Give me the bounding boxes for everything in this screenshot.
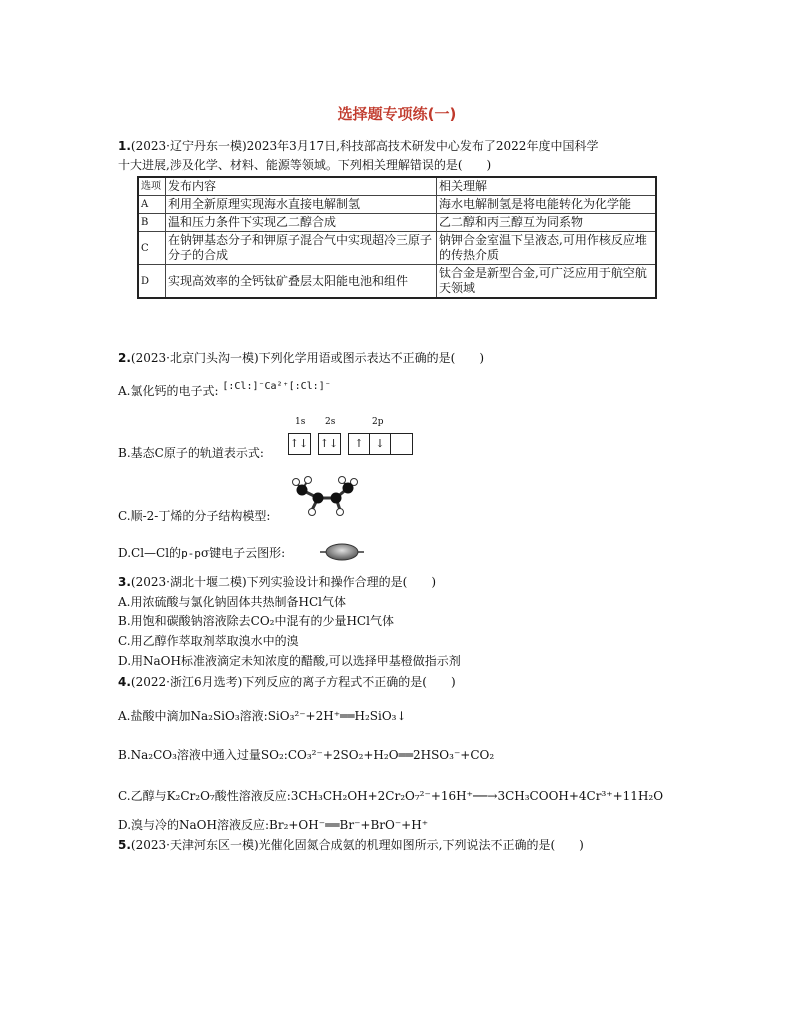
orbital-cell: ↑↓ bbox=[319, 437, 339, 450]
orbital-label-1s: 1s bbox=[295, 417, 306, 427]
q4-stem bbox=[118, 674, 456, 690]
table-cell: 乙二醇和丙三醇互为同系物 bbox=[437, 214, 657, 232]
orbital-label-2s: 2s bbox=[325, 417, 336, 427]
table-cell: 钠钾合金室温下呈液态,可用作核反应堆的传热介质 bbox=[437, 232, 657, 265]
q3-option-c: C.用乙醇作萃取剂萃取溴水中的溴 bbox=[118, 634, 299, 648]
sigma-bond-cloud-icon bbox=[318, 540, 366, 564]
q5-number: 5. bbox=[118, 838, 131, 852]
table-cell: 钛合金是新型合金,可广泛应用于航空航天领域 bbox=[437, 265, 657, 299]
q4-option-a: A.盐酸中滴加Na₂SiO₃溶液:SiO₃²⁻+2H⁺══H₂SiO₃↓ bbox=[118, 709, 407, 723]
table-header: 选项 bbox=[138, 177, 166, 196]
q3-option-a: A.用浓硫酸与氯化钠固体共热制备HCl气体 bbox=[118, 595, 346, 609]
orbital-cell: ↓ bbox=[370, 434, 391, 454]
q4-option-d: D.溴与冷的NaOH溶液反应:Br₂+OH⁻══Br⁻+BrO⁻+H⁺ bbox=[118, 818, 429, 832]
q1-number: 1. bbox=[118, 139, 131, 153]
q3-stem bbox=[118, 574, 436, 590]
q2-option-a-text: A.氯化钙的电子式: bbox=[118, 384, 219, 398]
q2-option-a bbox=[118, 383, 331, 401]
q5-stem bbox=[118, 837, 584, 853]
q1-table bbox=[137, 176, 657, 299]
table-cell: B bbox=[138, 214, 166, 232]
orbital-cell: ↑ bbox=[349, 434, 370, 454]
table-cell: 海水电解制氢是将电能转化为化学能 bbox=[437, 196, 657, 214]
q2-option-d bbox=[118, 545, 285, 562]
table-cell: C bbox=[138, 232, 166, 265]
table-row bbox=[138, 214, 656, 232]
q2-option-c: C.顺-2-丁烯的分子结构模型: bbox=[118, 509, 271, 523]
q3-stem-text: (2023·湖北十堰二模)下列实验设计和操作合理的是( ) bbox=[130, 575, 437, 589]
orbital-label-2p: 2p bbox=[372, 417, 384, 427]
q4-option-c: C.乙醇与K₂Cr₂O₇酸性溶液反应:3CH₃CH₂OH+2Cr₂O₇²⁻+16H⁺──→3CH₃COOH+4Cr³⁺+11H₂O bbox=[118, 789, 664, 803]
q1-stem-line2: 十大进展,涉及化学、材料、能源等领域。下列相关理解错误的是( ) bbox=[118, 158, 492, 172]
orbital-box-1s bbox=[288, 433, 311, 455]
table-row bbox=[138, 232, 656, 265]
q3-option-b: B.用饱和碳酸钠溶液除去CO₂中混有的少量HCl气体 bbox=[118, 614, 394, 628]
table-cell: 温和压力条件下实现乙二醇合成 bbox=[166, 214, 437, 232]
q4-number: 4. bbox=[118, 675, 131, 689]
table-cell: D bbox=[138, 265, 166, 299]
orbital-cell bbox=[391, 434, 411, 454]
q4-stem-text: (2022·浙江6月选考)下列反应的离子方程式不正确的是( ) bbox=[130, 675, 456, 689]
table-cell: 利用全新原理实现海水直接电解制氢 bbox=[166, 196, 437, 214]
table-header: 发布内容 bbox=[166, 177, 437, 196]
table-header-row bbox=[138, 177, 656, 196]
orbital-box-2s bbox=[318, 433, 341, 455]
table-cell: 在钠钾基态分子和钾原子混合气中实现超冷三原子分子的合成 bbox=[166, 232, 437, 265]
table-row bbox=[138, 196, 656, 214]
q4-option-b: B.Na₂CO₃溶液中通入过量SO₂:CO₃²⁻+2SO₂+H₂O══2HSO₃⁻+CO₂ bbox=[118, 748, 495, 762]
page-title: 选择题专项练(一) bbox=[337, 105, 457, 123]
cis-2-butene-model-icon bbox=[290, 474, 360, 520]
q3-number: 3. bbox=[118, 575, 131, 589]
q2-stem-text: (2023·北京门头沟一模)下列化学用语或图示表达不正确的是( ) bbox=[130, 351, 485, 365]
table-header: 相关理解 bbox=[437, 177, 657, 196]
table-row bbox=[138, 265, 656, 299]
q2-option-d-prefix: D.Cl—Cl的 bbox=[118, 546, 182, 560]
table-cell: 实现高效率的全钙钛矿叠层太阳能电池和组件 bbox=[166, 265, 437, 299]
q2-number: 2. bbox=[118, 351, 131, 365]
q2-option-b: B.基态C原子的轨道表示式: bbox=[118, 446, 264, 460]
q1-text-1: (2023·辽宁丹东一模)2023年3月17日,科技部高技术研发中心发布了2022年度中国科学 bbox=[130, 139, 599, 153]
orbital-box-2p bbox=[348, 433, 413, 455]
table-cell: A bbox=[138, 196, 166, 214]
calcium-chloride-electron-formula: [:Cl:]⁻Ca²⁺[:Cl:]⁻ bbox=[222, 381, 331, 392]
q2-option-d-pp: p-p bbox=[181, 547, 201, 560]
q2-option-d-suffix: σ键电子云图形: bbox=[200, 546, 286, 560]
orbital-cell: ↑↓ bbox=[289, 437, 309, 450]
q1-stem-line1 bbox=[118, 138, 598, 154]
q2-stem bbox=[118, 350, 484, 366]
q5-stem-text: (2023·天津河东区一模)光催化固氮合成氨的机理如图所示,下列说法不正确的是( ) bbox=[130, 838, 584, 852]
q3-option-d: D.用NaOH标准液滴定未知浓度的醋酸,可以选择甲基橙做指示剂 bbox=[118, 654, 461, 668]
